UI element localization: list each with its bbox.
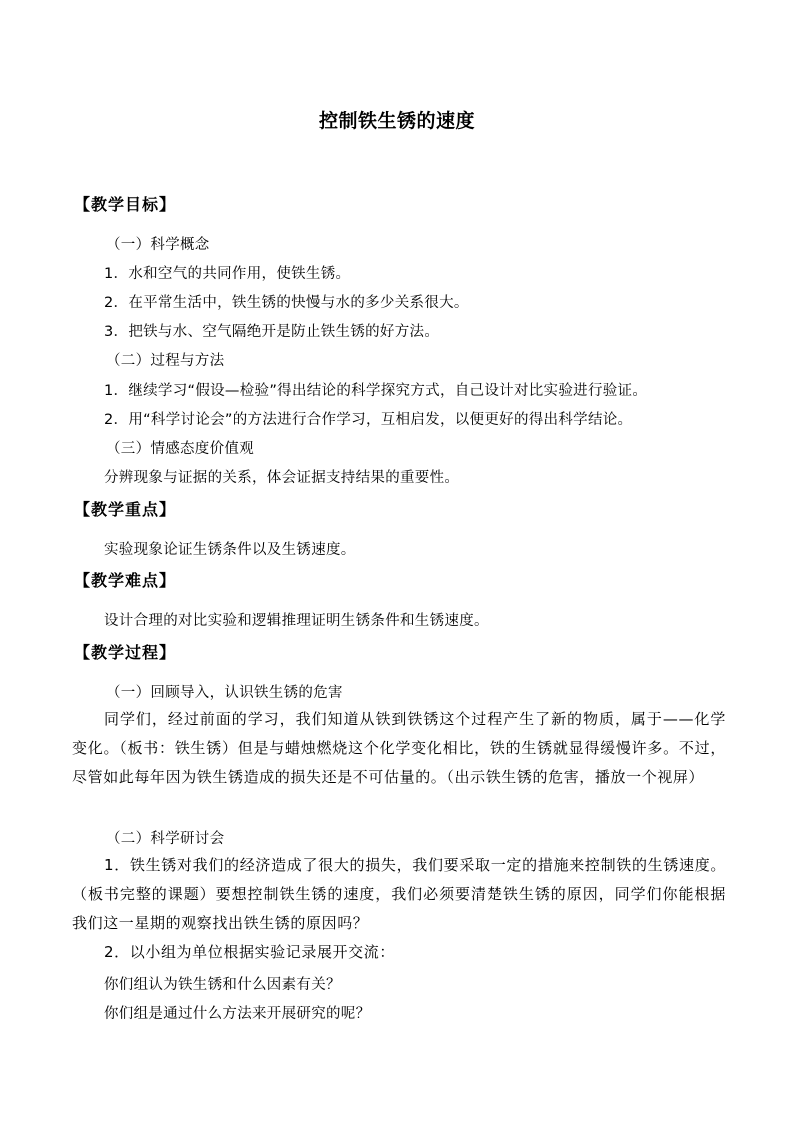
difficulty-text: 设计合理的对比实验和逻辑推理证明生锈条件和生锈速度。 (104, 613, 489, 629)
goals-heading: 【教学目标】 (74, 195, 177, 214)
goals-process-item-1: 1．继续学习“假设—检验”得出结论的科学探究方式，自己设计对比实验进行验证。 (104, 383, 648, 399)
process-question-2: 你们组是通过什么方法来开展研究的呢？ (104, 1006, 371, 1022)
key-text: 实验现象论证生锈条件以及生锈速度。 (104, 542, 356, 558)
process-part1-paragraph: 同学们，经过前面的学习，我们知道从铁到铁锈这个过程产生了新的物质，属于——化学变化。（板书：铁生锈）但是与蜡烛燃烧这个化学变化相比，铁的生锈就显得缓慢许多。不过，尽管如此每年因为铁生锈造成的损失还是不可估量的。（出示铁生锈的危害，播放一个视屏） (72, 710, 726, 786)
process-part2-paragraph-1: 1．铁生锈对我们的经济造成了很大的损失，我们要采取一定的措施来控制铁的生锈速度。（板书完整的课题）要想控制铁生锈的速度，我们必须要清楚铁生锈的原因，同学们你能根据我们这一星期的观察找出铁生锈的原因吗？ (72, 856, 726, 932)
goals-science-item-2: 2．在平常生活中，铁生锈的快慢与水的多少关系很大。 (104, 295, 469, 311)
goals-science-item-3: 3．把铁与水、空气隔绝开是防止铁生锈的好方法。 (104, 324, 440, 340)
goals-science-item-1: 1．水和空气的共同作用，使铁生锈。 (104, 266, 351, 282)
process-part2-title: （二）科学研讨会 (106, 831, 225, 847)
goals-science-title: （一）科学概念 (106, 237, 210, 253)
goals-emotion-item-1: 分辨现象与证据的关系，体会证据支持结果的重要性。 (104, 470, 460, 486)
process-part1-title: （一）回顾导入，认识铁生锈的危害 (106, 685, 343, 701)
goals-process-title: （二）过程与方法 (106, 353, 225, 369)
process-part2-paragraph-2: 2．以小组为单位根据实验记录展开交流： (104, 943, 395, 961)
goals-emotion-title: （三）情感态度价值观 (106, 441, 254, 457)
key-heading: 【教学重点】 (74, 500, 177, 519)
difficulty-heading: 【教学难点】 (74, 571, 177, 590)
process-heading: 【教学过程】 (74, 643, 177, 662)
process-question-1: 你们组认为铁生锈和什么因素有关？ (104, 977, 341, 993)
page-title: 控制铁生锈的速度 (318, 110, 475, 132)
goals-process-item-2: 2．用“科学讨论会”的方法进行合作学习，互相启发，以便更好的得出科学结论。 (104, 412, 633, 428)
